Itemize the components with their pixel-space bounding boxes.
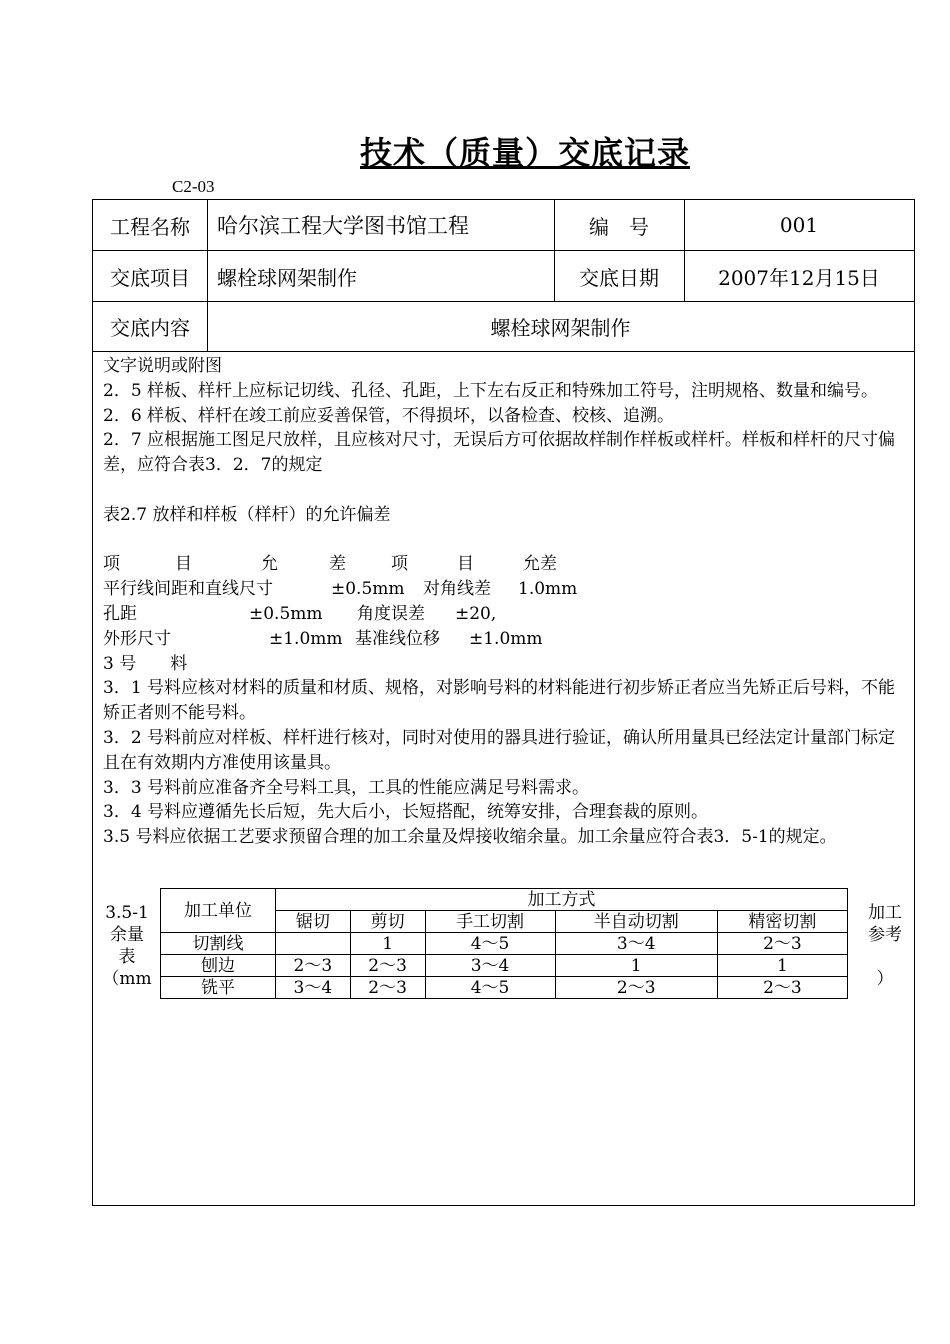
intro-line: 文字说明或附图 (103, 356, 222, 376)
tolerance-row: 外形尺寸 ±1.0mm 基准线位移 ±1.0mm (103, 628, 543, 649)
project-name-label: 工程名称 (110, 214, 190, 239)
handover-content-label: 交底内容 (110, 316, 190, 340)
paragraph-2-5: 2．5 样板、样杆上应标记切线、孔径、孔距，上下左右反正和特殊加工符号，注明规格、数量和编号。 (103, 380, 879, 401)
tolerance-header: 项 目 允 差 项 目 允差 (103, 554, 557, 575)
handover-date-label: 交底日期 (579, 265, 659, 290)
method-cell: 精密切割 (717, 911, 847, 933)
handover-date-value: 2007年12月15日 (718, 265, 880, 290)
tolerance-row: 孔距 ±0.5mm 角度误差 ±20, (103, 603, 497, 624)
method-cell: 手工切割 (425, 911, 555, 933)
paragraph-3-5: 3.5 号料应依据工艺要求预留合理的加工余量及焊接收缩余量。加工余量应符合表3．5-1的规定。 (103, 827, 837, 848)
allowance-table (160, 888, 848, 999)
form-code: C2-03 (172, 177, 215, 196)
paragraph-3-2: 3．2 号料前应对样板、样杆进行核对，同时对使用的器具进行验证，确认所用量具已经法定计量部门标定且在有效期内方准使用该量具。 (103, 727, 896, 773)
unit-header: 加工单位 (161, 889, 276, 933)
section-3-heading: 3 号 料 (103, 653, 188, 674)
paragraph-3-4: 3．4 号料应遵循先长后短，先大后小，长短搭配，统筹安排，合理套裁的原则。 (103, 802, 709, 823)
paragraph-3-3: 3．3 号料前应准备齐全号料工具，工具的性能应满足号料需求。 (103, 777, 590, 798)
paragraph-2-6: 2．6 样板、样杆在竣工前应妥善保管，不得损坏，以备检查、校核、追溯。 (103, 405, 675, 426)
handover-item-value: 螺栓球网架制作 (217, 265, 357, 290)
handover-content-value: 螺栓球网架制作 (490, 316, 631, 340)
table-row: 铣平 3～4 2～3 4～5 2～3 2～3 (161, 977, 848, 999)
record-form (92, 199, 915, 1206)
document-title: 技术（质量）交底记录 (359, 134, 690, 172)
method-cell: 剪切 (350, 911, 425, 933)
handover-item-label: 交底项目 (110, 265, 190, 290)
number-label: 编 号 (589, 214, 649, 239)
paragraph-3-1: 3．1 号料应核对材料的质量和材质、规格，对影响号料的材料能进行初步矫正者应当先矫正后号料，不能矫正者则不能号料。 (103, 678, 896, 724)
row-divider (93, 351, 914, 352)
number-value: 001 (779, 213, 819, 237)
table-row: 刨边 2～3 2～3 3～4 1 1 (161, 955, 848, 977)
table-2-7-title: 表2.7 放样和样板（样杆）的允许偏差 (103, 504, 391, 525)
paragraph-2-7: 2．7 应根据施工图足尺放样，且应核对尺寸，无误后方可依据故样制作样板或样杆。样板和样杆的尺寸偏差，应符合表3．2．7的规定 (103, 430, 896, 476)
table-row: 切割线 1 4～5 3～4 2～3 (161, 933, 848, 955)
project-name-value: 哈尔滨工程大学图书馆工程 (217, 214, 469, 238)
content-body (103, 354, 907, 850)
method-cell: 半自动切割 (555, 911, 717, 933)
allowance-right-label: 加工 参考 ） (868, 903, 902, 989)
tolerance-row: 平行线间距和直线尺寸 ±0.5mm 对角线差 1.0mm (103, 579, 578, 600)
allowance-left-label: 3.5-1 余量 表 （mm (102, 903, 152, 989)
method-header: 加工方式 (276, 889, 848, 911)
method-cell: 锯切 (276, 911, 351, 933)
